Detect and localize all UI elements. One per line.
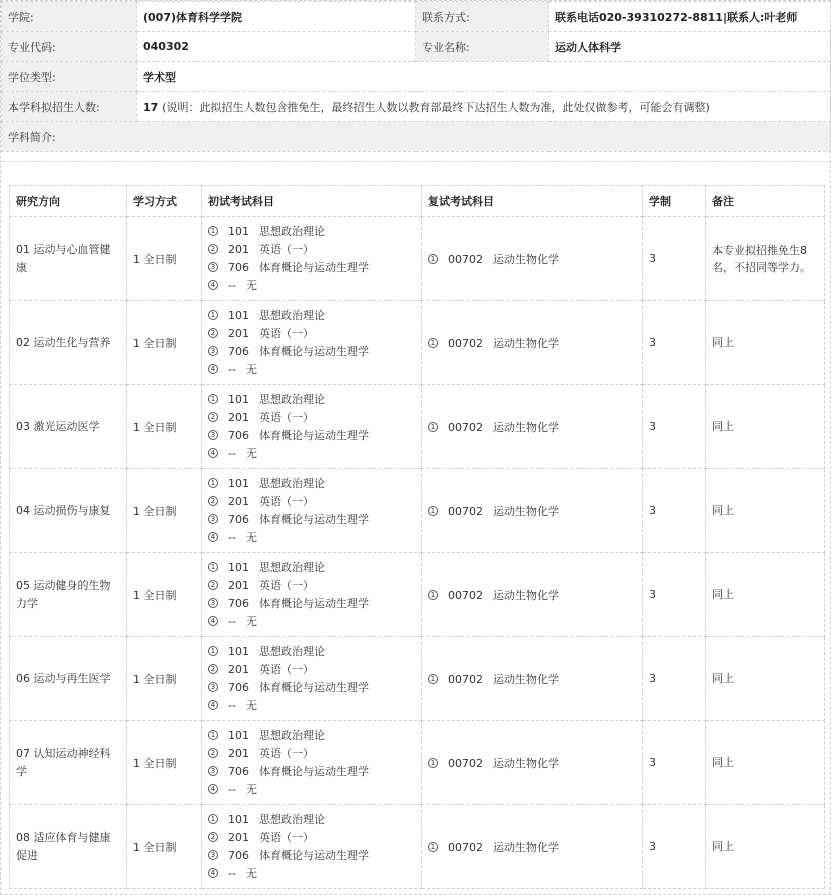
exam-code: 201 bbox=[228, 662, 249, 676]
list-item bbox=[208, 727, 415, 745]
initial-exam-cell bbox=[202, 721, 422, 805]
study-mode: 1 全日制 bbox=[127, 469, 202, 553]
list-item bbox=[208, 829, 415, 847]
exam-name: 无 bbox=[245, 530, 257, 544]
remark: 同上 bbox=[706, 301, 825, 385]
initial-exam-list bbox=[208, 727, 415, 799]
remark: 同上 bbox=[706, 469, 825, 553]
circled-number-icon: 4 bbox=[208, 700, 218, 710]
exam-name: 无 bbox=[245, 278, 257, 292]
exam-name: 思想政治理论 bbox=[259, 308, 325, 322]
exam-name: 英语（一） bbox=[259, 746, 314, 760]
table-row bbox=[10, 637, 825, 721]
exam-code: -- bbox=[228, 446, 236, 460]
list-item bbox=[208, 343, 415, 361]
study-mode: 1 全日制 bbox=[127, 385, 202, 469]
exam-name: 无 bbox=[245, 782, 257, 796]
exam-code: 706 bbox=[228, 344, 249, 358]
retest-name: 运动生物化学 bbox=[493, 840, 559, 854]
remark: 同上 bbox=[706, 385, 825, 469]
exam-code: 706 bbox=[228, 428, 249, 442]
enroll-note: (说明：此拟招生人数包含推免生，最终招生人数以教育部最终下达招生人数为准，此处仅做参考，可能会有调整) bbox=[162, 100, 710, 114]
initial-exam-cell bbox=[202, 385, 422, 469]
circled-number-icon: 2 bbox=[208, 580, 218, 590]
major-code-label: 专业代码: bbox=[2, 32, 137, 62]
exam-name: 体育概论与运动生理学 bbox=[259, 428, 369, 442]
header-retest-exam: 复试考试科目 bbox=[422, 186, 643, 217]
study-mode: 1 全日制 bbox=[127, 553, 202, 637]
exam-name: 思想政治理论 bbox=[259, 644, 325, 658]
exam-code: 101 bbox=[228, 308, 249, 322]
initial-exam-list bbox=[208, 811, 415, 883]
initial-exam-list bbox=[208, 223, 415, 295]
study-years: 3 bbox=[643, 385, 706, 469]
study-years: 3 bbox=[643, 721, 706, 805]
exam-name: 英语（一） bbox=[259, 578, 314, 592]
exam-name: 英语（一） bbox=[259, 410, 314, 424]
circled-number-icon: 2 bbox=[208, 328, 218, 338]
degree-type-value: 学术型 bbox=[137, 62, 831, 92]
retest-exam-cell bbox=[422, 805, 643, 889]
info-row-major bbox=[2, 32, 831, 62]
list-item bbox=[208, 529, 415, 547]
exam-code: 101 bbox=[228, 392, 249, 406]
exam-code: 201 bbox=[228, 410, 249, 424]
circled-number-icon: 1 bbox=[208, 646, 218, 656]
initial-exam-cell bbox=[202, 301, 422, 385]
circled-number-icon: 1 bbox=[428, 422, 438, 432]
exam-name: 体育概论与运动生理学 bbox=[259, 344, 369, 358]
exam-code: 706 bbox=[228, 764, 249, 778]
exam-code: -- bbox=[228, 530, 236, 544]
study-mode: 1 全日制 bbox=[127, 217, 202, 301]
initial-exam-cell bbox=[202, 805, 422, 889]
list-item bbox=[208, 475, 415, 493]
initial-exam-list bbox=[208, 307, 415, 379]
retest-name: 运动生物化学 bbox=[493, 504, 559, 518]
study-mode: 1 全日制 bbox=[127, 637, 202, 721]
circled-number-icon: 2 bbox=[208, 412, 218, 422]
info-row-intro bbox=[2, 122, 831, 152]
list-item bbox=[208, 697, 415, 715]
retest-code: 00702 bbox=[448, 840, 483, 854]
exam-name: 思想政治理论 bbox=[259, 812, 325, 826]
study-mode: 1 全日制 bbox=[127, 721, 202, 805]
exam-code: 101 bbox=[228, 812, 249, 826]
circled-number-icon: 2 bbox=[208, 244, 218, 254]
table-row bbox=[10, 805, 825, 889]
initial-exam-cell bbox=[202, 637, 422, 721]
header-initial-exam: 初试考试科目 bbox=[202, 186, 422, 217]
list-item bbox=[208, 361, 415, 379]
list-item bbox=[208, 259, 415, 277]
circled-number-icon: 2 bbox=[208, 664, 218, 674]
info-row-college bbox=[2, 2, 831, 32]
retest-name: 运动生物化学 bbox=[493, 756, 559, 770]
research-direction: 06 运动与再生医学 bbox=[10, 637, 127, 721]
initial-exam-list bbox=[208, 475, 415, 547]
exam-code: 706 bbox=[228, 596, 249, 610]
exam-code: 201 bbox=[228, 746, 249, 760]
exam-code: 101 bbox=[228, 224, 249, 238]
study-mode: 1 全日制 bbox=[127, 805, 202, 889]
circled-number-icon: 4 bbox=[208, 448, 218, 458]
circled-number-icon: 1 bbox=[428, 758, 438, 768]
exam-code: -- bbox=[228, 614, 236, 628]
remark: 同上 bbox=[706, 637, 825, 721]
exam-name: 无 bbox=[245, 446, 257, 460]
retest-name: 运动生物化学 bbox=[493, 588, 559, 602]
header-remark: 备注 bbox=[706, 186, 825, 217]
exam-name: 思想政治理论 bbox=[259, 476, 325, 490]
plan-header-row bbox=[10, 186, 825, 217]
circled-number-icon: 2 bbox=[208, 832, 218, 842]
header-mode: 学习方式 bbox=[127, 186, 202, 217]
major-info-table bbox=[1, 1, 831, 152]
retest-exam-cell bbox=[422, 301, 643, 385]
retest-name: 运动生物化学 bbox=[493, 336, 559, 350]
remark: 同上 bbox=[706, 553, 825, 637]
contact-value: 联系电话020-39310272-8811|联系人:叶老师 bbox=[549, 2, 831, 32]
exam-name: 体育概论与运动生理学 bbox=[259, 764, 369, 778]
major-code-value: 040302 bbox=[137, 32, 416, 62]
circled-number-icon: 4 bbox=[208, 364, 218, 374]
retest-exam-cell bbox=[422, 469, 643, 553]
exam-name: 体育概论与运动生理学 bbox=[259, 848, 369, 862]
study-years: 3 bbox=[643, 553, 706, 637]
list-item bbox=[208, 811, 415, 829]
exam-name: 体育概论与运动生理学 bbox=[259, 596, 369, 610]
enroll-value-cell bbox=[137, 92, 831, 122]
list-item bbox=[208, 577, 415, 595]
header-direction: 研究方向 bbox=[10, 186, 127, 217]
exam-code: 101 bbox=[228, 560, 249, 574]
exam-code: 101 bbox=[228, 476, 249, 490]
list-item bbox=[208, 865, 415, 883]
circled-number-icon: 1 bbox=[208, 478, 218, 488]
retest-exam-cell bbox=[422, 217, 643, 301]
exam-code: 706 bbox=[228, 260, 249, 274]
exam-code: 706 bbox=[228, 848, 249, 862]
exam-name: 思想政治理论 bbox=[259, 224, 325, 238]
exam-name: 无 bbox=[245, 614, 257, 628]
list-item bbox=[208, 493, 415, 511]
circled-number-icon: 1 bbox=[208, 730, 218, 740]
circled-number-icon: 1 bbox=[428, 506, 438, 516]
info-row-degree bbox=[2, 62, 831, 92]
circled-number-icon: 3 bbox=[208, 766, 218, 776]
list-item bbox=[208, 643, 415, 661]
exam-name: 思想政治理论 bbox=[259, 560, 325, 574]
exam-name: 英语（一） bbox=[259, 494, 314, 508]
circled-number-icon: 4 bbox=[208, 868, 218, 878]
exam-code: 201 bbox=[228, 494, 249, 508]
retest-name: 运动生物化学 bbox=[493, 252, 559, 266]
list-item bbox=[208, 745, 415, 763]
list-item bbox=[208, 613, 415, 631]
circled-number-icon: 4 bbox=[208, 784, 218, 794]
exam-code: -- bbox=[228, 866, 236, 880]
study-years: 3 bbox=[643, 637, 706, 721]
list-item bbox=[208, 427, 415, 445]
exam-name: 思想政治理论 bbox=[259, 392, 325, 406]
list-item bbox=[208, 679, 415, 697]
list-item bbox=[208, 763, 415, 781]
retest-exam-cell bbox=[422, 721, 643, 805]
circled-number-icon: 2 bbox=[208, 496, 218, 506]
contact-label: 联系方式: bbox=[416, 2, 549, 32]
circled-number-icon: 1 bbox=[208, 310, 218, 320]
research-direction: 03 激光运动医学 bbox=[10, 385, 127, 469]
circled-number-icon: 1 bbox=[428, 338, 438, 348]
list-item bbox=[208, 661, 415, 679]
research-direction: 05 运动健身的生物力学 bbox=[10, 553, 127, 637]
retest-exam-cell bbox=[422, 553, 643, 637]
research-direction: 07 认知运动神经科学 bbox=[10, 721, 127, 805]
circled-number-icon: 4 bbox=[208, 280, 218, 290]
retest-exam-cell bbox=[422, 637, 643, 721]
research-direction: 04 运动损伤与康复 bbox=[10, 469, 127, 553]
circled-number-icon: 2 bbox=[208, 748, 218, 758]
major-name-value: 运动人体科学 bbox=[549, 32, 831, 62]
exam-code: 706 bbox=[228, 512, 249, 526]
retest-code: 00702 bbox=[448, 672, 483, 686]
list-item bbox=[208, 241, 415, 259]
exam-name: 无 bbox=[245, 866, 257, 880]
college-value: (007)体育科学学院 bbox=[137, 2, 416, 32]
list-item bbox=[208, 445, 415, 463]
circled-number-icon: 1 bbox=[428, 590, 438, 600]
header-years: 学制 bbox=[643, 186, 706, 217]
list-item bbox=[208, 325, 415, 343]
circled-number-icon: 1 bbox=[428, 674, 438, 684]
circled-number-icon: 3 bbox=[208, 850, 218, 860]
study-years: 3 bbox=[643, 469, 706, 553]
list-item bbox=[208, 559, 415, 577]
list-item bbox=[208, 847, 415, 865]
table-row bbox=[10, 469, 825, 553]
list-item bbox=[208, 781, 415, 799]
table-row bbox=[10, 721, 825, 805]
table-row bbox=[10, 301, 825, 385]
circled-number-icon: 1 bbox=[428, 842, 438, 852]
table-row bbox=[10, 553, 825, 637]
exam-code: -- bbox=[228, 698, 236, 712]
study-years: 3 bbox=[643, 217, 706, 301]
list-item bbox=[208, 223, 415, 241]
exam-name: 体育概论与运动生理学 bbox=[259, 680, 369, 694]
exam-code: 101 bbox=[228, 728, 249, 742]
circled-number-icon: 3 bbox=[208, 346, 218, 356]
study-years: 3 bbox=[643, 805, 706, 889]
circled-number-icon: 3 bbox=[208, 514, 218, 524]
exam-code: 201 bbox=[228, 242, 249, 256]
list-item bbox=[208, 511, 415, 529]
retest-code: 00702 bbox=[448, 504, 483, 518]
initial-exam-cell bbox=[202, 553, 422, 637]
exam-name: 英语（一） bbox=[259, 242, 314, 256]
exam-code: 201 bbox=[228, 578, 249, 592]
degree-type-label: 学位类型: bbox=[2, 62, 137, 92]
exam-code: -- bbox=[228, 782, 236, 796]
exam-code: 101 bbox=[228, 644, 249, 658]
research-direction: 08 适应体育与健康促进 bbox=[10, 805, 127, 889]
circled-number-icon: 1 bbox=[208, 394, 218, 404]
circled-number-icon: 3 bbox=[208, 682, 218, 692]
college-label: 学院: bbox=[2, 2, 137, 32]
list-item bbox=[208, 409, 415, 427]
exam-code: 201 bbox=[228, 326, 249, 340]
plan-body bbox=[10, 217, 825, 889]
circled-number-icon: 1 bbox=[428, 254, 438, 264]
major-name-label: 专业名称: bbox=[416, 32, 549, 62]
enroll-label: 本学科拟招生人数: bbox=[2, 92, 137, 122]
initial-exam-cell bbox=[202, 469, 422, 553]
circled-number-icon: 1 bbox=[208, 226, 218, 236]
retest-code: 00702 bbox=[448, 420, 483, 434]
circled-number-icon: 4 bbox=[208, 616, 218, 626]
retest-name: 运动生物化学 bbox=[493, 420, 559, 434]
exam-name: 无 bbox=[245, 362, 257, 376]
remark: 本专业拟招推免生8名，不招同等学力。 bbox=[706, 217, 825, 301]
study-mode: 1 全日制 bbox=[127, 301, 202, 385]
list-item bbox=[208, 391, 415, 409]
initial-exam-cell bbox=[202, 217, 422, 301]
exam-name: 英语（一） bbox=[259, 326, 314, 340]
research-direction: 02 运动生化与营养 bbox=[10, 301, 127, 385]
exam-name: 英语（一） bbox=[259, 830, 314, 844]
retest-exam-cell bbox=[422, 385, 643, 469]
table-row bbox=[10, 385, 825, 469]
circled-number-icon: 1 bbox=[208, 814, 218, 824]
circled-number-icon: 4 bbox=[208, 532, 218, 542]
exam-code: 706 bbox=[228, 680, 249, 694]
research-plan-table bbox=[9, 185, 825, 889]
intro-label: 学科简介: bbox=[2, 122, 831, 152]
exam-name: 体育概论与运动生理学 bbox=[259, 512, 369, 526]
list-item bbox=[208, 307, 415, 325]
remark: 同上 bbox=[706, 805, 825, 889]
exam-code: -- bbox=[228, 362, 236, 376]
exam-name: 体育概论与运动生理学 bbox=[259, 260, 369, 274]
circled-number-icon: 3 bbox=[208, 598, 218, 608]
retest-name: 运动生物化学 bbox=[493, 672, 559, 686]
retest-code: 00702 bbox=[448, 336, 483, 350]
retest-code: 00702 bbox=[448, 252, 483, 266]
initial-exam-list bbox=[208, 643, 415, 715]
exam-name: 思想政治理论 bbox=[259, 728, 325, 742]
exam-code: -- bbox=[228, 278, 236, 292]
retest-code: 00702 bbox=[448, 588, 483, 602]
retest-code: 00702 bbox=[448, 756, 483, 770]
study-years: 3 bbox=[643, 301, 706, 385]
circled-number-icon: 3 bbox=[208, 430, 218, 440]
exam-code: 201 bbox=[228, 830, 249, 844]
initial-exam-list bbox=[208, 391, 415, 463]
table-row bbox=[10, 217, 825, 301]
exam-name: 无 bbox=[245, 698, 257, 712]
list-item bbox=[208, 595, 415, 613]
circled-number-icon: 1 bbox=[208, 562, 218, 572]
list-item bbox=[208, 277, 415, 295]
exam-name: 英语（一） bbox=[259, 662, 314, 676]
intro-content bbox=[2, 152, 830, 162]
initial-exam-list bbox=[208, 559, 415, 631]
circled-number-icon: 3 bbox=[208, 262, 218, 272]
research-direction: 01 运动与心血管健康 bbox=[10, 217, 127, 301]
enroll-count: 17 bbox=[143, 100, 159, 114]
info-row-enroll bbox=[2, 92, 831, 122]
remark: 同上 bbox=[706, 721, 825, 805]
